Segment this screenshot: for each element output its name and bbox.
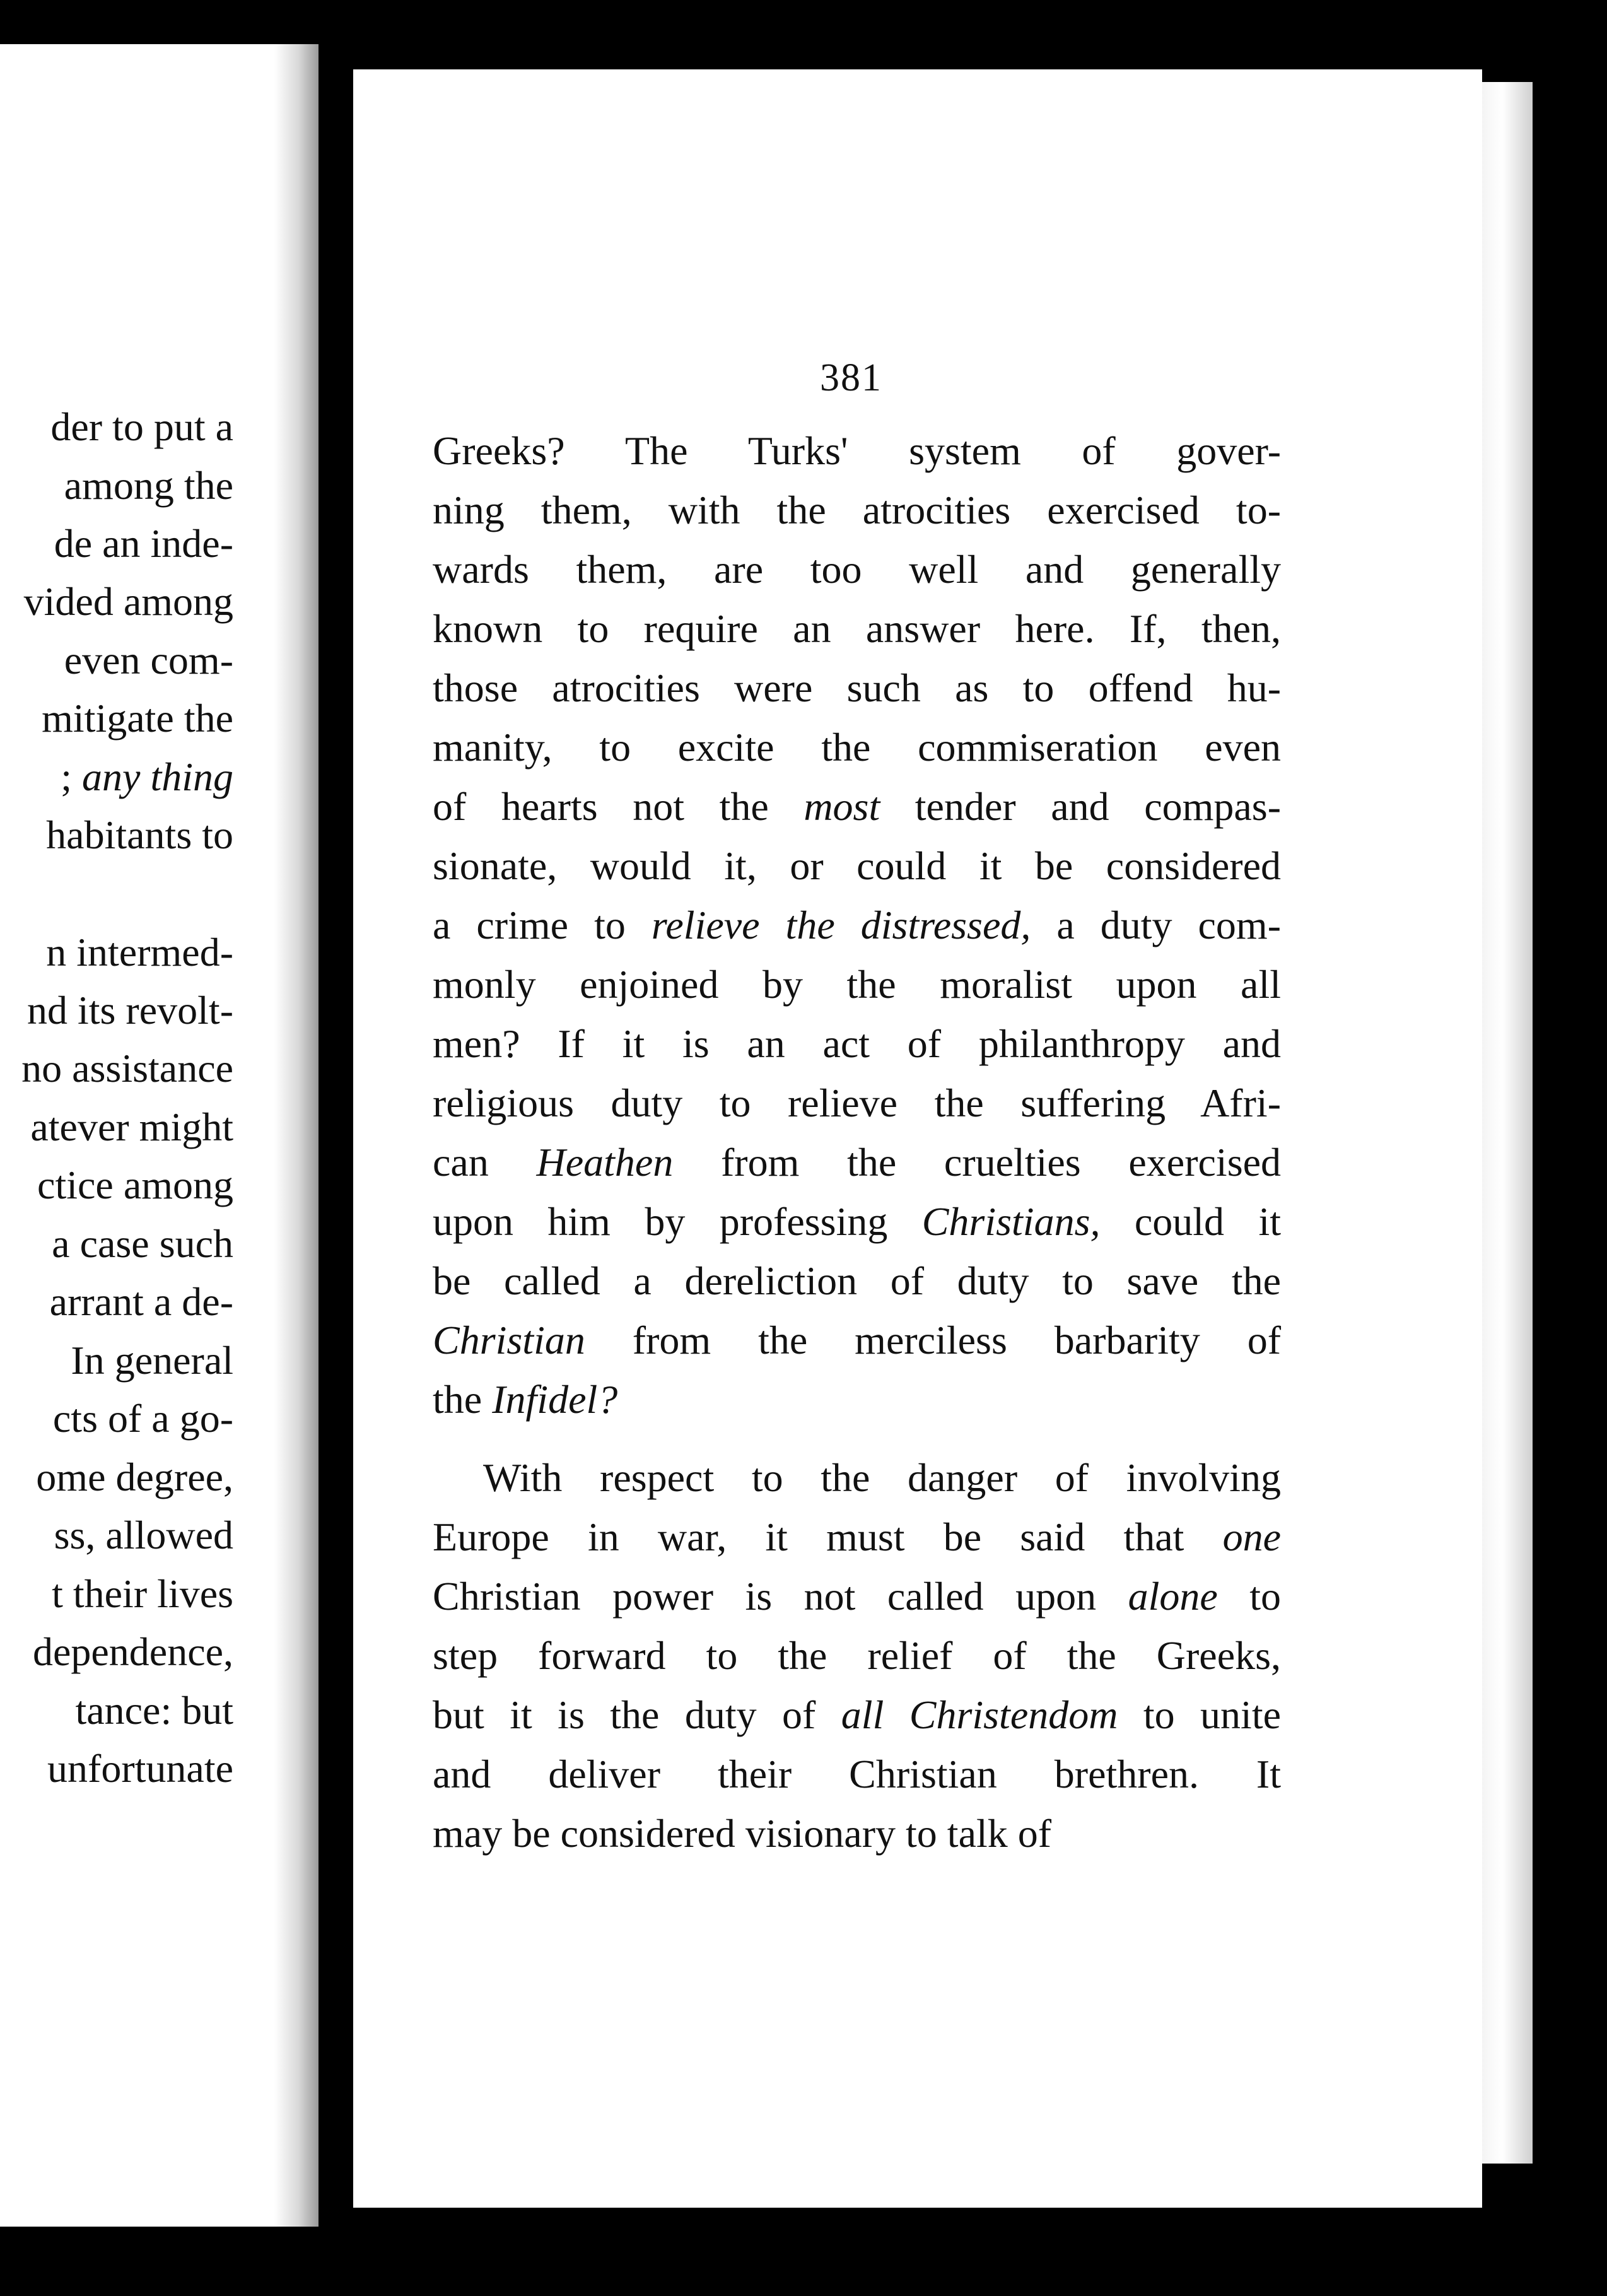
paragraph-gap: [433, 1429, 1281, 1448]
left-page-line: tance: but: [75, 1688, 233, 1733]
italic-text: Christian: [433, 1318, 585, 1362]
left-page-line: unfortunate: [47, 1746, 233, 1791]
page-edge: [1482, 82, 1533, 2164]
left-page-line: In general: [71, 1338, 233, 1383]
text-line: be called a dereliction of duty to save the: [433, 1258, 1281, 1303]
left-page-line: no assistance: [21, 1046, 233, 1091]
italic-text: relieve the distressed,: [651, 903, 1031, 947]
italic-text: Christians,: [921, 1199, 1101, 1244]
left-page: [0, 44, 318, 2227]
text-line: ning them, with the atrocities exercised to-: [433, 488, 1281, 532]
left-page-line: mitigate the: [42, 696, 233, 741]
left-page-line: vided among: [23, 579, 233, 624]
italic-text: alone: [1128, 1574, 1218, 1619]
italic-text: Heathen: [536, 1140, 674, 1185]
italic-text: Infidel?: [492, 1377, 618, 1422]
left-page-line: t their lives: [52, 1571, 233, 1616]
text-line: step forward to the relief of the Greeks,: [433, 1633, 1281, 1678]
text-line: a crime to relieve the distressed, a duty com-: [433, 903, 1282, 947]
body-text: [433, 421, 1281, 1863]
text-line: known to require an answer here. If, then,: [433, 606, 1281, 651]
left-page-line: de an inde-: [54, 521, 233, 566]
text-line: wards them, are too well and generally: [433, 547, 1281, 592]
left-page-line: nd its revolt-: [26, 988, 233, 1033]
text-line: those atrocities were such as to offend hu-: [433, 665, 1281, 710]
text-line: With respect to the danger of involving: [483, 1455, 1281, 1500]
text-line: upon him by professing Christians, could it: [433, 1199, 1282, 1244]
text-line: Christian from the merciless barbarity of: [433, 1318, 1281, 1362]
left-page-line: arrant a de-: [49, 1279, 233, 1324]
text-line: the Infidel?: [433, 1377, 618, 1422]
left-page-line: habitants to: [46, 812, 233, 857]
text-line: religious duty to relieve the suffering Afri-: [433, 1081, 1281, 1125]
left-page-line: ss, allowed: [54, 1513, 233, 1557]
left-page-line: ome degree,: [36, 1455, 233, 1499]
left-page-line: cts of a go-: [52, 1396, 233, 1441]
text-line: men? If it is an act of philanthropy and: [433, 1021, 1281, 1066]
italic-text: all Christendom: [841, 1692, 1118, 1737]
left-page-line: among the: [64, 463, 233, 508]
left-page-line: atever might: [30, 1104, 233, 1149]
text-line: Greeks? The Turks' system of gover-: [433, 428, 1281, 473]
text-line: may be considered visionary to talk of: [433, 1811, 1052, 1856]
left-page-line: a case such: [52, 1221, 233, 1266]
text-line: monly enjoined by the moralist upon all: [433, 962, 1281, 1007]
text-line: manity, to excite the commiseration even: [433, 725, 1281, 770]
book-gutter: [274, 44, 318, 2227]
left-page-line: dependence,: [32, 1629, 233, 1674]
left-page-line: n intermed-: [46, 930, 233, 975]
page-number: 381: [820, 356, 882, 399]
left-page-line: der to put a: [50, 404, 233, 449]
text-line: sionate, would it, or could it be considered: [433, 843, 1281, 888]
italic-text: most: [804, 784, 880, 829]
italic-text: one: [1222, 1514, 1281, 1559]
left-page-text: [0, 44, 233, 2227]
text-line: but it is the duty of all Christendom to unite: [433, 1692, 1282, 1737]
text-line: Christian power is not called upon alone to: [433, 1574, 1282, 1619]
left-page-line: ; any thing: [61, 754, 233, 799]
text-line: can Heathen from the cruelties exercised: [433, 1140, 1282, 1185]
text-line: Europe in war, it must be said that one: [433, 1514, 1281, 1559]
left-page-line: even com-: [64, 638, 233, 682]
text-line: and deliver their Christian brethren. It: [433, 1752, 1281, 1796]
left-page-line: ctice among: [37, 1163, 233, 1207]
text-line: of hearts not the most tender and compas-: [433, 784, 1282, 829]
